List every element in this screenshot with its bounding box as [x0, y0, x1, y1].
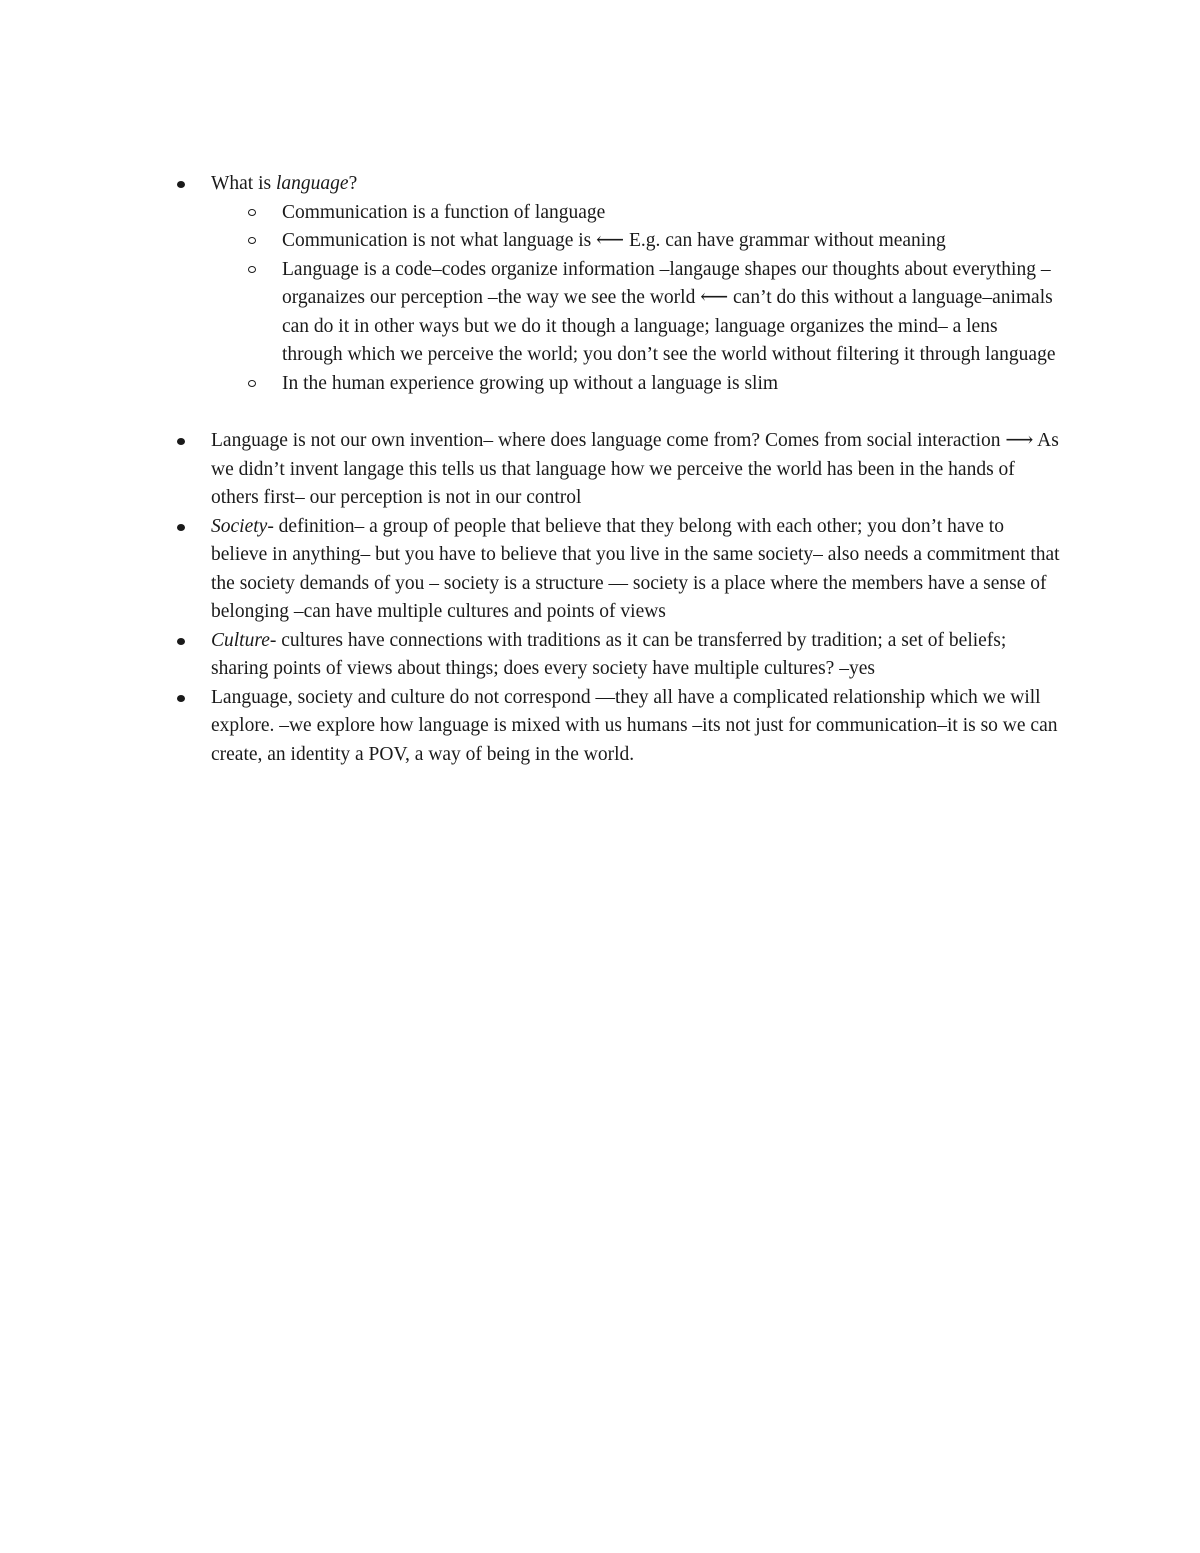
subitem-text: Communication is not what language is ⟵ E.g. can have grammar without meaning	[282, 230, 946, 251]
item-emphasis: language	[275, 173, 349, 194]
item-text: Language is not our own invention– where does language come from? Comes from social interaction ⟶ As we didn’t invent langage this tells us that language how we perceive the world has been in the hands of others first– our perception is not in our control	[211, 430, 1059, 508]
bullet-icon	[177, 638, 185, 645]
sublist-item	[282, 227, 1061, 256]
item-text: Language, society and culture do not correspond —they all have a complicated relationship which we will explore. –we explore how language is mixed with us humans –its not just for communication–it is so we can create, an identity a POV, a way of being in the world.	[211, 686, 1058, 765]
list-item	[211, 627, 1061, 684]
circle-bullet-icon	[248, 266, 256, 273]
sublist-item	[282, 370, 1061, 399]
circle-bullet-icon	[248, 237, 256, 244]
list-spacer	[211, 398, 1061, 427]
subitem-text: In the human experience growing up without a language is slim	[282, 372, 779, 394]
circle-bullet-icon	[248, 380, 256, 387]
list-item	[211, 513, 1061, 627]
subitem-text: Language is a code–codes organize information –langauge shapes our thoughts about everything –organaizes our perception –the way we see the world ⟵ can’t do this without a language–animals can do it in other ways but we do it though a language; language organizes the mind– a lens through which we perceive the world; you don’t see the world without filtering it through language	[282, 258, 1056, 365]
sublist	[211, 199, 1061, 399]
bullet-icon	[177, 524, 185, 531]
item-emphasis: Society	[211, 515, 268, 537]
list-item	[211, 427, 1061, 513]
item-text: - cultures have connections with traditions as it can be transferred by tradition; a set of beliefs; sharing points of views about things; does every society have multiple cultures? –yes	[211, 629, 1007, 679]
list-item	[211, 170, 1061, 398]
sublist-item	[282, 199, 1061, 228]
item-emphasis: Culture	[211, 629, 270, 651]
bullet-icon	[177, 438, 185, 445]
item-text: - definition– a group of people that believe that they belong with each other; you don’t have to believe in anything– but you have to believe that you live in the same society– also needs a commitment that the society demands of you – society is a structure — society is a place where the members have a sense of belonging –can have multiple cultures and points of views	[211, 515, 1060, 622]
circle-bullet-icon	[248, 209, 256, 216]
subitem-text: Communication is a function of language	[282, 201, 606, 223]
bullet-icon	[177, 695, 185, 702]
list-item	[211, 684, 1061, 770]
item-text-suffix: ?	[348, 173, 358, 194]
item-text: What is	[211, 173, 276, 194]
notes-list	[211, 170, 1061, 769]
bullet-icon	[177, 181, 185, 188]
sublist-item	[282, 256, 1061, 370]
